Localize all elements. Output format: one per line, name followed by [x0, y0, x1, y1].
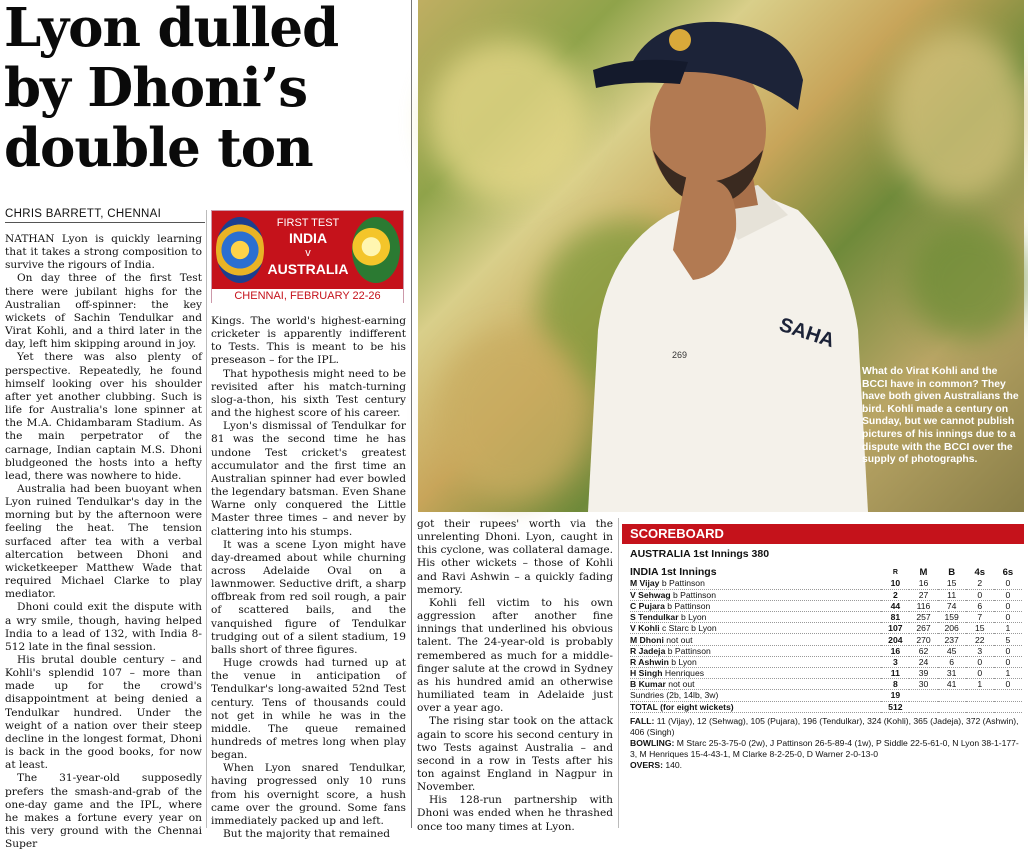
fours-cell: 22 — [966, 634, 994, 645]
fours-cell: 0 — [966, 589, 994, 600]
balls-cell: 41 — [938, 679, 966, 690]
overs — [630, 760, 1024, 771]
batsman-cell — [630, 645, 881, 656]
scoreboard — [630, 548, 1024, 771]
fours-cell: 0 — [966, 656, 994, 667]
column-divider — [206, 210, 207, 828]
fall-text: 11 (Vijay), 12 (Sehwag), 105 (Pujara), 196 (Tendulkar), 324 (Kohli), 365 (Jadeja), 372 (Ashwin), 406 (Singh) — [630, 715, 1019, 737]
cap-badge-icon — [669, 29, 691, 51]
table-row — [630, 634, 1022, 645]
sixes-cell: 0 — [994, 600, 1022, 611]
australia-innings-total: AUSTRALIA 1st Innings 380 — [630, 548, 770, 560]
paragraph: Kohli fell victim to his own aggression after another fine innings that underlined his obvious talent. The 24-year-old is probably remembered as much for a middle-finger salute at the crowd in Sydney as his hundred amid an otherwise humiliated team in Adelaide just over a year ago. — [417, 596, 613, 715]
dismissal: not out — [666, 634, 693, 645]
headline-line: double ton — [4, 117, 313, 179]
runs-cell: 10 — [881, 578, 909, 589]
batsman-cell — [630, 679, 881, 690]
minutes-cell: 257 — [909, 612, 937, 623]
sundries-row — [630, 690, 1022, 701]
table-row — [630, 612, 1022, 623]
table-row — [630, 623, 1022, 634]
table-row — [630, 578, 1022, 589]
balls-cell: 11 — [938, 589, 966, 600]
total-value: 512 — [881, 701, 909, 712]
fours-cell: 3 — [966, 645, 994, 656]
fours-cell: 0 — [966, 668, 994, 679]
col-balls: B — [948, 566, 956, 578]
table-row — [630, 679, 1022, 690]
logo-banner — [212, 211, 403, 289]
table-header-row — [630, 566, 1022, 578]
paragraph: Dhoni could exit the dispute with a wry smile, though, having helped India to a lead of 132, with India 8-512 late in the final session. — [5, 601, 202, 653]
balls-cell: 206 — [938, 623, 966, 634]
sixes-cell: 0 — [994, 645, 1022, 656]
paragraph: The rising star took on the attack again to score his second century in two Tests against Australia – and second in a row in Tests after his ton against England in Nagpur in November. — [417, 715, 613, 794]
dismissal: b Pattinson — [672, 589, 716, 600]
paragraph: NATHAN Lyon is quickly learning that it takes a strong composition to survive the rigours of India. — [5, 233, 202, 272]
batsman-cell — [630, 656, 881, 667]
logo-versus: v — [305, 247, 311, 259]
fall-of-wickets — [630, 716, 1024, 738]
paragraph: It was a scene Lyon might have day-dreamed about while churning across Adelaide Oval on a lawnmower. Seductive drift, a sharp offbreak from red soil rough, a pair of scattered bails, and the vanquished figure of Tendulkar trudging out of a silent stadium, 19 balls short of three figures. — [211, 538, 406, 656]
paragraph: His 128-run partnership with Dhoni was ended when he thrashed once too many times at Lyon. — [417, 794, 613, 833]
fours-cell: 2 — [966, 578, 994, 589]
paragraph: Yet there was also plenty of perspective. Repeatedly, he found himself looking over his shoulder after yet another clubbing. Such is life for Australia's lone spinner at the M.A. Chidambaram Stadium. As the main perpetrator of the carnage, Indian captain M.S. Dhoni bludgeoned the hosts into a hefty lead, there was nowhere to hide. — [5, 351, 202, 482]
sundries-value: 19 — [881, 690, 909, 701]
batsman-cell — [630, 578, 881, 589]
balls-cell: 159 — [938, 612, 966, 623]
fours-cell: 6 — [966, 600, 994, 611]
headline-line: by Dhoni’s — [4, 57, 308, 119]
runs-cell: 2 — [881, 589, 909, 600]
balls-cell: 31 — [938, 668, 966, 679]
overs-value: 140. — [665, 759, 683, 770]
column-divider — [618, 518, 619, 828]
overs-label: OVERS: — [630, 759, 663, 770]
shirt-number-text: 269 — [672, 350, 688, 360]
minutes-cell: 116 — [909, 600, 937, 611]
logo-team-india: INDIA — [288, 230, 328, 246]
paragraph: Australia had been buoyant when Lyon ruined Tendulkar's day in the morning but by the afternoon were feeling the heat. The tension surfaced after tea with a verbal altercation between Dhoni and wicketkeeper Matthew Wade that required Michael Clarke to play mediator. — [5, 482, 202, 601]
empty-cell — [994, 690, 1022, 701]
dismissal: not out — [668, 679, 695, 690]
balls-cell: 6 — [938, 656, 966, 667]
dismissal: b Pattinson — [661, 578, 705, 589]
batting-rows — [630, 578, 1022, 690]
article-column-3 — [417, 518, 613, 834]
paragraph: That hypothesis might need to be revisited after his match-turning slog-a-thon, his sixth Test century and the highest score of his career. — [211, 367, 406, 420]
fall-label: FALL: — [630, 715, 655, 726]
batsman-name: R Jadeja — [630, 645, 666, 656]
col-sixes: 6s — [1002, 566, 1014, 578]
runs-cell: 3 — [881, 656, 909, 667]
minutes-cell: 267 — [909, 623, 937, 634]
scoreboard-title: SCOREBOARD — [622, 524, 1024, 544]
paragraph: Lyon's dismissal of Tendulkar for 81 was the second time he has undone Test cricket's greatest accumulator and the first time an Australian spinner had ever bowled the legendary batsman. Even Shane Warne only conquered the Little Master three times – and never by clattering into his stumps. — [211, 420, 406, 538]
dismissal: b Lyon — [671, 656, 697, 667]
total-label: TOTAL (for eight wickets) — [630, 701, 881, 712]
sixes-cell: 0 — [994, 589, 1022, 600]
balls-cell: 237 — [938, 634, 966, 645]
bowling-label: BOWLING: — [630, 737, 675, 748]
series-logo — [211, 210, 404, 303]
logo-team-australia: AUSTRALIA — [267, 261, 349, 277]
sundries-label: Sundries (2b, 14lb, 3w) — [630, 690, 881, 701]
minutes-cell: 62 — [909, 645, 937, 656]
col-runs: R — [892, 568, 898, 576]
bcci-crest-icon — [216, 217, 264, 283]
batsman-cell — [630, 600, 881, 611]
paragraph: got their rupees' worth via the unrelenting Dhoni. Lyon, caught in this cyclone, was collateral damage. His other wickets – those of Kohli and Ravi Ashwin – a quickly fading memory. — [417, 518, 613, 596]
empty-cell — [938, 690, 966, 701]
india-innings-heading: INDIA 1st Innings — [630, 566, 717, 578]
batsman-name: V Sehwag — [630, 589, 671, 600]
dismissal: b Lyon — [680, 612, 707, 623]
batsman-cell — [630, 623, 881, 634]
minutes-cell: 16 — [909, 578, 937, 589]
runs-cell: 16 — [881, 645, 909, 656]
sixes-cell: 0 — [994, 612, 1022, 623]
minutes-cell: 27 — [909, 589, 937, 600]
fours-cell: 7 — [966, 612, 994, 623]
paragraph: When Lyon snared Tendulkar, having progressed only 10 runs from his overnight score, a hush came over the ground. Some fans immediately packed up and left. — [211, 762, 406, 827]
batsman-name: H Singh — [630, 668, 663, 679]
paragraph: Huge crowds had turned up at the venue in anticipation of Tendulkar's long-awaited 52nd Test century. Tens of thousands could not get in while he was in the middle. The queue remained hundreds of metres long when play began. — [211, 657, 406, 762]
dismissal: b Pattinson — [667, 600, 711, 611]
byline: CHRIS BARRETT, CHENNAI — [5, 208, 205, 223]
minutes-cell: 270 — [909, 634, 937, 645]
sixes-cell: 1 — [994, 668, 1022, 679]
batsman-cell — [630, 634, 881, 645]
batsman-cell — [630, 668, 881, 679]
runs-cell: 44 — [881, 600, 909, 611]
minutes-cell: 30 — [909, 679, 937, 690]
empty-cell — [994, 701, 1022, 712]
headline-line: Lyon dulled — [4, 0, 339, 59]
empty-cell — [909, 690, 937, 701]
paragraph: But the majority that remained — [223, 828, 391, 841]
batsman-name: M Dhoni — [630, 634, 664, 645]
table-row — [630, 668, 1022, 679]
empty-cell — [938, 701, 966, 712]
article-column-2 — [211, 315, 406, 841]
sixes-cell: 5 — [994, 634, 1022, 645]
table-row — [630, 656, 1022, 667]
batting-table — [630, 566, 1022, 713]
runs-cell: 81 — [881, 612, 909, 623]
balls-cell: 74 — [938, 600, 966, 611]
table-row — [630, 645, 1022, 656]
photo-caption: What do Virat Kohli and the BCCI have in common? They have both given Australians the bird. Kohli made a century on Sunday, but we cannot publish pictures of his innings due to a dispute with the BCCI over the supply of photographs. — [862, 366, 1019, 466]
col-fours: 4s — [974, 566, 986, 578]
balls-cell: 45 — [938, 645, 966, 656]
sixes-cell: 0 — [994, 656, 1022, 667]
runs-cell: 204 — [881, 634, 909, 645]
batsman-name: S Tendulkar — [630, 612, 679, 623]
batsman-cell — [630, 589, 881, 600]
paragraph: The 31-year-old supposedly prefers the smash-and-grab of the one-day game and the IPL, where he makes a fortune every year on this very ground with the Chennai Super — [5, 772, 202, 851]
logo-test-label: FIRST TEST — [276, 217, 340, 229]
paragraph: On day three of the first Test there were jubilant highs for the Australian off-spinner: the key wickets of Sachin Tendulkar and Virat Kohli, and a third later in the day, left him skipping around in joy. — [5, 272, 202, 351]
batsman-cell — [630, 612, 881, 623]
paragraph: His brutal double century – and Kohli's splendid 107 – more than made up for the crowd's disappointment at being denied a Tendulkar hundred. Under the weight of a nation over their steep decline in the longest format, Dhoni is back in the good books, for now at least. — [5, 654, 202, 772]
shirt-sponsor-text: SAHA — [776, 313, 838, 353]
table-row — [630, 600, 1022, 611]
runs-cell: 107 — [881, 623, 909, 634]
bowling-text: M Starc 25-3-75-0 (2w), J Pattinson 26-5-89-4 (1w), P Siddle 22-5-61-0, N Lyon 38-1-177-3, M Henriques 15-4-43-1, M Clarke 8-2-25-0, D Warner 2-0-13-0 — [630, 737, 1019, 759]
dismissal: c Starc b Lyon — [662, 623, 717, 634]
dismissal: Henriques — [664, 668, 705, 679]
col-minutes: M — [919, 566, 928, 578]
fours-cell: 15 — [966, 623, 994, 634]
runs-cell: 11 — [881, 668, 909, 679]
sixes-cell: 0 — [994, 679, 1022, 690]
cricket-australia-crest-icon — [352, 217, 400, 283]
fours-cell: 1 — [966, 679, 994, 690]
logo-venue-dates: CHENNAI, FEBRUARY 22-26 — [212, 289, 403, 303]
batsman-name: B Kumar — [630, 679, 666, 690]
paragraph: Kings. The world's highest-earning cricketer is apparently indifferent to Tests. This is meant to be his preseason – for the IPL. — [211, 315, 406, 367]
table-row — [630, 589, 1022, 600]
minutes-cell: 39 — [909, 668, 937, 679]
minutes-cell: 24 — [909, 656, 937, 667]
article-column-1 — [5, 233, 202, 851]
batsman-name: R Ashwin — [630, 656, 669, 667]
total-row — [630, 701, 1022, 712]
empty-cell — [966, 701, 994, 712]
empty-cell — [909, 701, 937, 712]
sixes-cell: 1 — [994, 623, 1022, 634]
runs-cell: 8 — [881, 679, 909, 690]
column-divider — [411, 0, 412, 828]
empty-cell — [966, 690, 994, 701]
balls-cell: 15 — [938, 578, 966, 589]
headline — [4, 0, 408, 178]
batsman-name: C Pujara — [630, 600, 665, 611]
sixes-cell: 0 — [994, 578, 1022, 589]
dismissal: b Pattinson — [667, 645, 711, 656]
bowling-figures — [630, 738, 1024, 760]
batsman-name: M Vijay — [630, 578, 660, 589]
batsman-name: V Kohli — [630, 623, 660, 634]
